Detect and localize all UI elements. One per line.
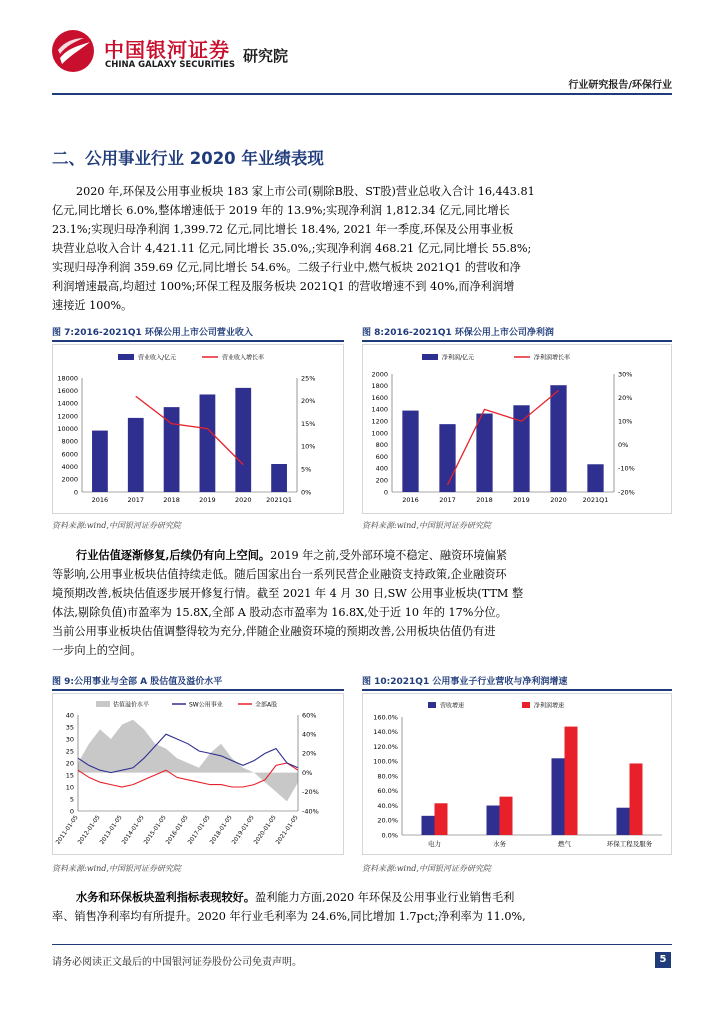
- paragraph-1-line: 利润增速最高,均超过 100%;环保工程及服务板块 2021Q1 的营收增速不到 40%,而净利润增: [52, 280, 515, 293]
- y-left-tick-label: 0: [383, 488, 388, 497]
- page-number: 5: [659, 954, 667, 965]
- paragraph-1-line: 亿元,同比增长 6.0%,整体增速低于 2019 年的 13.9%;实现净利润 1,812.34 亿元,同比增长: [52, 204, 510, 217]
- y-left-tick-label: 18000: [57, 374, 78, 383]
- x-tick-label: 2016: [402, 496, 419, 504]
- figure-10-title: 图 10:2021Q1 公用事业子行业营收与净利润增速: [362, 677, 568, 687]
- legend-label: SW公用事业: [189, 701, 223, 709]
- y-left-tick-label: 400: [375, 464, 388, 473]
- legend-swatch-bar: [118, 354, 134, 360]
- paragraph-2-line: 一步向上的空间。: [52, 644, 142, 657]
- paragraph-2-lead: 行业估值逐渐修复,后续仍有向上空间。: [76, 548, 271, 562]
- bar: [617, 808, 630, 835]
- x-tick-label: 2014-01-05: [121, 814, 146, 846]
- y-right-tick-label: -40%: [302, 807, 319, 816]
- paragraph-2-line: 体法,剔除负值)市盈率为 15.8X,全部 A 股动态市盈率为 16.8X,处于近 10 年的 17%分位。: [52, 606, 507, 619]
- legend-swatch-bar: [422, 354, 438, 360]
- premium-area: [78, 720, 298, 802]
- paragraph-3-line: 率、销售净利率均有所提升。2020 年行业毛利率为 24.6%,同比增加 1.7pct;净利率为 11.0%,: [52, 910, 526, 923]
- legend-label: 全部A股: [255, 701, 278, 709]
- figure-10-chart: [362, 693, 672, 855]
- bar: [500, 797, 513, 835]
- y-left-tick-label: 2000: [371, 370, 388, 379]
- x-tick-label: 2021-01-05: [275, 814, 300, 846]
- header-rule: [52, 93, 672, 95]
- y-right-tick-label: -20%: [618, 488, 635, 497]
- paragraph-3-lead: 水务和环保板块盈利指标表现较好。: [76, 890, 256, 904]
- paragraph-2-line: 等影响,公用事业板块估值持续走低。随后国家出台一系列民营企业融资支持政策,企业融资环: [52, 568, 507, 581]
- x-tick-label: 2020-01-05: [253, 814, 278, 846]
- y-right-tick-label: -20%: [302, 788, 319, 797]
- x-tick-label: 2017-01-05: [187, 814, 212, 846]
- x-tick-label: 2021Q1: [582, 496, 609, 504]
- y-left-tick-label: 15: [65, 771, 74, 780]
- legend-swatch: [428, 702, 436, 708]
- y-right-tick-label: 10%: [301, 442, 316, 451]
- logo-en-text: CHINA GALAXY SECURITIES: [105, 60, 236, 70]
- paragraph-1-line: 23.1%;实现归母净利润 1,399.72 亿元,同比增长 18.4%, 2021 年一季度,环保及公用事业板: [52, 223, 514, 236]
- y-left-tick-label: 10: [65, 783, 74, 792]
- bar: [435, 803, 448, 835]
- x-tick-label: 2020: [550, 496, 567, 504]
- figure-10-rule: [362, 689, 672, 691]
- bar: [422, 816, 435, 835]
- footer-rule: [52, 944, 672, 945]
- figure-7-source: 资料来源:wind,中国银河证券研究院: [52, 521, 181, 530]
- paragraph-2-line: 境预期改善,板块估值逐步展开修复行情。截至 2021 年 4 月 30 日,SW 公用事业板块(TTM 整: [52, 587, 524, 600]
- x-tick-label: 2012-01-05: [77, 814, 102, 846]
- bar: [552, 758, 565, 835]
- y-left-tick-label: 1600: [371, 393, 388, 402]
- x-tick-label: 环保工程及服务: [606, 840, 653, 848]
- y-right-tick-label: 25%: [301, 374, 316, 383]
- y-left-tick-label: 200: [375, 476, 388, 485]
- y-left-tick-label: 16000: [57, 386, 78, 395]
- x-tick-label: 2016-01-05: [165, 814, 190, 846]
- x-tick-label: 2016: [91, 496, 109, 504]
- institute-label: 研究院: [243, 47, 289, 65]
- x-tick-label: 2018: [476, 496, 493, 504]
- footer-disclaimer: 请务必阅读正文最后的中国银河证券股份公司免责声明。: [52, 957, 302, 968]
- bar: [476, 414, 492, 492]
- header: [0, 0, 724, 100]
- y-right-tick-label: 5%: [301, 465, 312, 474]
- y-left-tick-label: 600: [375, 452, 388, 461]
- y-tick-label: 100.0%: [373, 757, 398, 766]
- y-right-tick-label: 20%: [302, 749, 317, 758]
- y-left-tick-label: 4000: [61, 462, 78, 471]
- paragraph-1-line: 实现归母净利润 359.69 亿元,同比增长 54.6%。二级子行业中,燃气板块 2021Q1 的营收和净: [52, 261, 521, 274]
- figure-7-chart: [52, 344, 344, 514]
- y-left-tick-label: 2000: [61, 475, 78, 484]
- figure-7-rule: [52, 340, 344, 342]
- y-right-tick-label: 0%: [618, 441, 629, 450]
- legend-label: 估值溢价水平: [113, 701, 150, 709]
- page-number-box: [655, 952, 671, 968]
- bar: [271, 464, 287, 492]
- legend-swatch-area: [96, 701, 110, 707]
- bar: [487, 806, 500, 836]
- legend-swatch: [522, 702, 530, 708]
- x-tick-label: 2013-01-05: [99, 814, 124, 846]
- bar: [200, 394, 216, 492]
- y-right-tick-label: 30%: [618, 370, 633, 379]
- bar: [439, 424, 455, 492]
- bar: [402, 411, 418, 492]
- paragraph-2-line: 2019 年之前,受外部环境不稳定、融资环境偏紧: [270, 549, 508, 562]
- y-right-tick-label: 15%: [301, 419, 316, 428]
- x-tick-label: 水务: [493, 840, 506, 848]
- y-tick-label: 0.0%: [381, 831, 398, 840]
- paragraph-1-line: 2020 年,环保及公用事业板块 183 家上市公司(剔除B股、ST股)营业总收入合计 16,443.81: [76, 185, 535, 198]
- galaxy-logo-icon: [50, 28, 96, 74]
- figure-8-rule: [362, 340, 672, 342]
- y-right-tick-label: 20%: [618, 393, 633, 402]
- report-category: 行业研究报告/环保行业: [568, 80, 672, 91]
- bar: [550, 385, 566, 492]
- growth-line: [136, 396, 244, 464]
- y-left-tick-label: 6000: [61, 450, 78, 459]
- x-tick-label: 2018: [163, 496, 180, 504]
- bar: [513, 405, 529, 492]
- x-tick-label: 2019: [513, 496, 530, 504]
- x-tick-label: 2011-01-05: [55, 814, 80, 846]
- legend-label: 净利润增速: [534, 702, 565, 710]
- y-right-tick-label: 40%: [302, 730, 317, 739]
- figure-7-title: 图 7:2016-2021Q1 环保公用上市公司营业收入: [52, 328, 253, 338]
- section-title: 二、公用事业行业 2020 年业绩表现: [52, 149, 324, 168]
- y-left-tick-label: 8000: [61, 437, 78, 446]
- x-tick-label: 2017: [127, 496, 145, 504]
- legend-label: 营业收入增长率: [222, 354, 265, 362]
- y-left-tick-label: 30: [65, 735, 74, 744]
- figure-8-source: 资料来源:wind,中国银河证券研究院: [362, 521, 491, 530]
- figure-8-chart: [362, 344, 672, 514]
- bar: [565, 727, 578, 835]
- y-tick-label: 120.0%: [373, 742, 398, 751]
- paragraph-2: [52, 546, 674, 660]
- figure-9-rule: [52, 689, 344, 691]
- figure-10-source: 资料来源:wind,中国银河证券研究院: [362, 864, 491, 873]
- y-left-tick-label: 0: [73, 488, 78, 497]
- y-left-tick-label: 5: [69, 795, 74, 804]
- y-right-tick-label: 0%: [301, 488, 312, 497]
- legend-label: 营收增速: [440, 702, 465, 710]
- y-left-tick-label: 1400: [371, 405, 388, 414]
- bar: [630, 763, 643, 835]
- y-left-tick-label: 35: [65, 723, 74, 732]
- logo-cn-text: 中国银河证券: [104, 38, 230, 62]
- y-left-tick-label: 14000: [57, 399, 78, 408]
- bar: [92, 431, 108, 492]
- legend-label: 营业收入/亿元: [138, 354, 177, 362]
- paragraph-3-line: 盈利能力方面,2020 年环保及公用事业行业销售毛利: [255, 891, 515, 904]
- y-right-tick-label: -10%: [618, 464, 635, 473]
- y-left-tick-label: 1000: [371, 429, 388, 438]
- x-tick-label: 2019-01-05: [231, 814, 256, 846]
- y-left-tick-label: 40: [65, 711, 74, 720]
- x-tick-label: 2021Q1: [266, 496, 292, 504]
- y-left-tick-label: 0: [69, 807, 74, 816]
- figure-9-source: 资料来源:wind,中国银河证券研究院: [52, 864, 181, 873]
- y-left-tick-label: 12000: [57, 412, 78, 421]
- paragraph-3: [52, 888, 674, 926]
- paragraph-2-line: 当前公用事业板块估值调整得较为充分,伴随企业融资环境的预期改善,公用板块估值仍有进: [52, 625, 496, 638]
- y-tick-label: 80.0%: [377, 772, 398, 781]
- y-right-tick-label: 0%: [302, 768, 313, 777]
- y-tick-label: 140.0%: [373, 728, 398, 737]
- y-left-tick-label: 1200: [371, 417, 388, 426]
- legend-label: 净利润增长率: [534, 354, 571, 362]
- y-left-tick-label: 10000: [57, 424, 78, 433]
- x-tick-label: 电力: [428, 840, 441, 848]
- x-tick-label: 2020: [234, 496, 252, 504]
- x-tick-label: 2017: [439, 496, 456, 504]
- bar: [235, 388, 251, 492]
- figure-8-title: 图 8:2016-2021Q1 环保公用上市公司净利润: [362, 328, 554, 338]
- bar: [128, 418, 144, 492]
- y-left-tick-label: 20: [65, 759, 74, 768]
- x-tick-label: 2015-01-05: [143, 814, 168, 846]
- x-tick-label: 燃气: [558, 840, 571, 848]
- figure-9-chart: [52, 693, 344, 855]
- y-right-tick-label: 20%: [301, 397, 316, 406]
- y-right-tick-label: 10%: [618, 417, 633, 426]
- paragraph-1-line: 块营业总收入合计 4,421.11 亿元,同比增长 35.0%,;实现净利润 468.21 亿元,同比增长 55.8%;: [52, 242, 532, 255]
- y-left-tick-label: 25: [65, 747, 74, 756]
- x-tick-label: 2018-01-05: [209, 814, 234, 846]
- y-tick-label: 160.0%: [373, 713, 398, 722]
- x-tick-label: 2019: [199, 496, 216, 504]
- paragraph-1: [52, 182, 674, 315]
- legend-label: 净利润/亿元: [442, 354, 475, 362]
- growth-line: [448, 391, 559, 485]
- paragraph-1-line: 速接近 100%。: [52, 299, 133, 312]
- y-left-tick-label: 1800: [371, 382, 388, 391]
- y-tick-label: 60.0%: [377, 787, 398, 796]
- bar: [587, 464, 603, 492]
- figure-9-title: 图 9:公用事业与全部 A 股估值及溢价水平: [52, 677, 223, 687]
- y-tick-label: 40.0%: [377, 801, 398, 810]
- y-left-tick-label: 800: [375, 441, 388, 450]
- y-right-tick-label: 60%: [302, 711, 317, 720]
- y-tick-label: 20.0%: [377, 816, 398, 825]
